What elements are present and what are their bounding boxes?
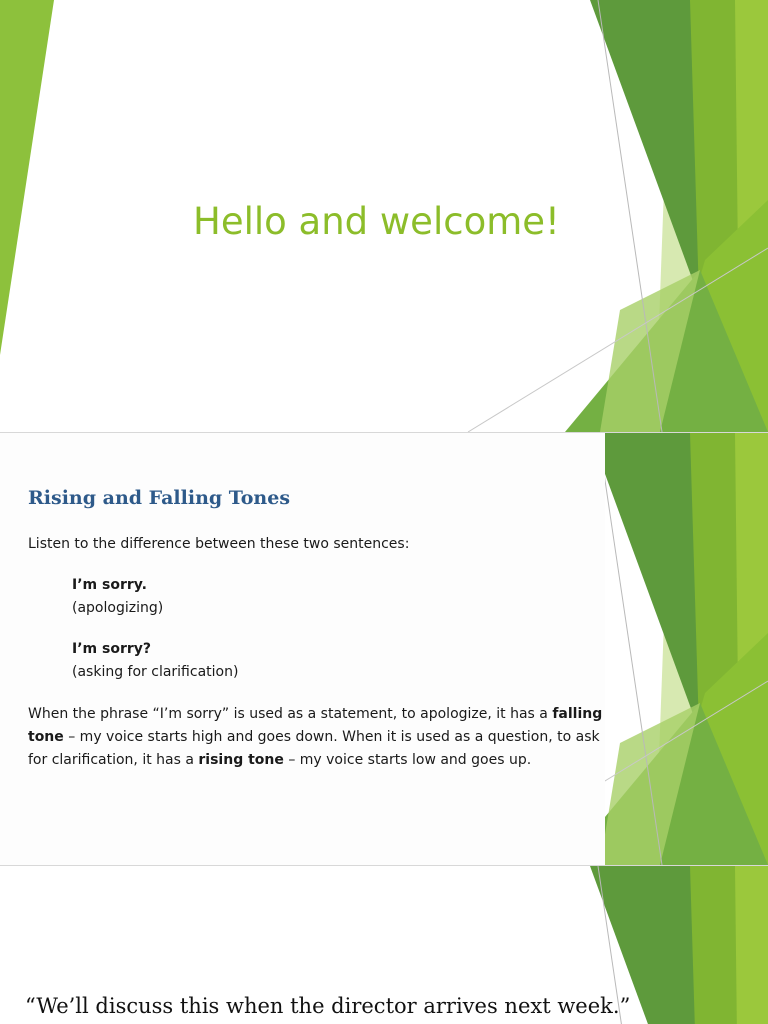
explanation-paragraph — [28, 703, 608, 772]
term-falling-tone: falling tone — [28, 706, 603, 745]
paragraph-text: – my voice starts high and goes down. When it is used as a question, to ask for clarification, it has a — [28, 729, 600, 768]
slide-3 — [0, 866, 768, 1024]
example-sentence: I’m sorry? — [72, 641, 151, 657]
slide-2 — [0, 433, 768, 865]
quote-sentence: “We’ll discuss this when the director arrives next week.” — [25, 994, 631, 1018]
document-heading: Rising and Falling Tones — [28, 487, 291, 509]
slide-title: Hello and welcome! — [193, 200, 560, 243]
document-intro: Listen to the difference between these two sentences: — [28, 536, 410, 552]
example-gloss: (asking for clarification) — [72, 664, 239, 680]
example-2 — [72, 638, 238, 684]
document-excerpt — [0, 433, 605, 865]
example-sentence: I’m sorry. — [72, 577, 147, 593]
paragraph-text: – my voice starts low and goes up. — [283, 752, 532, 768]
paragraph-text: When the phrase “I’m sorry” is used as a statement, to apologize, it has a — [28, 706, 553, 722]
term-rising-tone: rising tone — [198, 752, 284, 768]
example-gloss: (apologizing) — [72, 600, 164, 616]
slide-1 — [0, 0, 768, 432]
example-1 — [72, 574, 163, 620]
